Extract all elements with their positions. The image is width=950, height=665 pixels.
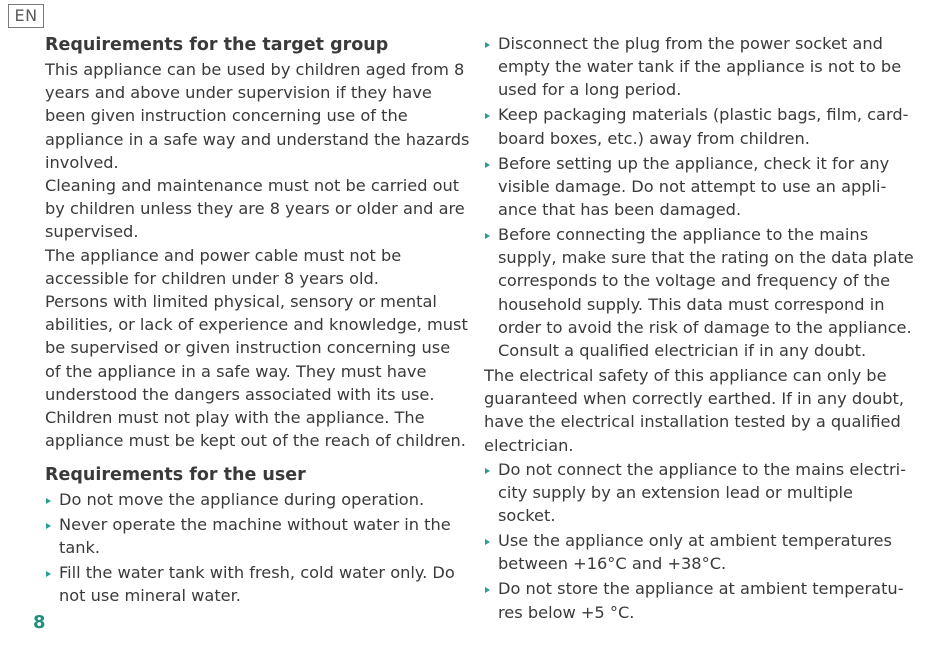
paragraph-power-cable: The appliance and power cable must not be accessible for children under 8 years old. — [45, 245, 402, 288]
page-number: 8 — [33, 612, 46, 633]
list-item: Use the appliance only at ambient temperatures between +16°C and +38°C. — [484, 529, 914, 575]
paragraph-children-supervision: This appliance can be used by children aged from 8 years and above under supervision if they have been given instruction concerning use of the appliance in a safe way and understand the hazards involved. — [45, 60, 470, 172]
list-item: Do not connect the appliance to the mains electricity supply by an extension lead or multiple socket. — [484, 458, 914, 528]
list-item: Disconnect the plug from the power socket and empty the water tank if the appliance is not to be used for a long period. — [484, 32, 914, 102]
list-item: Fill the water tank with fresh, cold water only. Do not use mineral water. — [45, 561, 470, 607]
paragraph-children-play: Children must not play with the appliance. The appliance must be kept out of the reach of children. — [45, 408, 466, 451]
list-item: Keep packaging materials (plastic bags, film, cardboard boxes, etc.) away from children. — [484, 103, 914, 149]
list-item: Do not move the appliance during operation. — [45, 488, 470, 511]
safety-list-2 — [484, 458, 914, 624]
safety-list-1 — [484, 32, 914, 362]
paragraph-electrical-safety: The electrical safety of this appliance can only be guaranteed when correctly earthed. If in any doubt, have the electrical installation tested by a qualified electrician. — [484, 366, 905, 455]
heading-target-group: Requirements for the target group — [45, 35, 389, 55]
paragraph-limited-abilities: Persons with limited physical, sensory or mental abilities, or lack of experience and knowledge, must be supervised or given instruction concerning use of the appliance in a safe way. They must have understood the dangers associated with its use. — [45, 292, 468, 404]
heading-user: Requirements for the user — [45, 465, 306, 486]
language-badge: EN — [8, 4, 44, 28]
list-item: Before setting up the appliance, check it for any visible damage. Do not attempt to use an appliance that has been damaged. — [484, 152, 914, 222]
paragraph-cleaning: Cleaning and maintenance must not be carried out by children unless they are 8 years or older and are supervised. — [45, 176, 465, 242]
list-item: Do not store the appliance at ambient temperatures below +5 °C. — [484, 577, 914, 623]
list-item: Never operate the machine without water in the tank. — [45, 513, 470, 559]
left-column — [45, 32, 470, 609]
user-requirements-list — [45, 488, 470, 607]
list-item: Before connecting the appliance to the mains supply, make sure that the rating on the data plate corresponds to the voltage and frequency of the household supply. This data must correspond in order to avoid the risk of damage to the appliance. Consult a qualified electrician if in any doubt. — [484, 223, 914, 362]
right-column — [484, 32, 914, 626]
